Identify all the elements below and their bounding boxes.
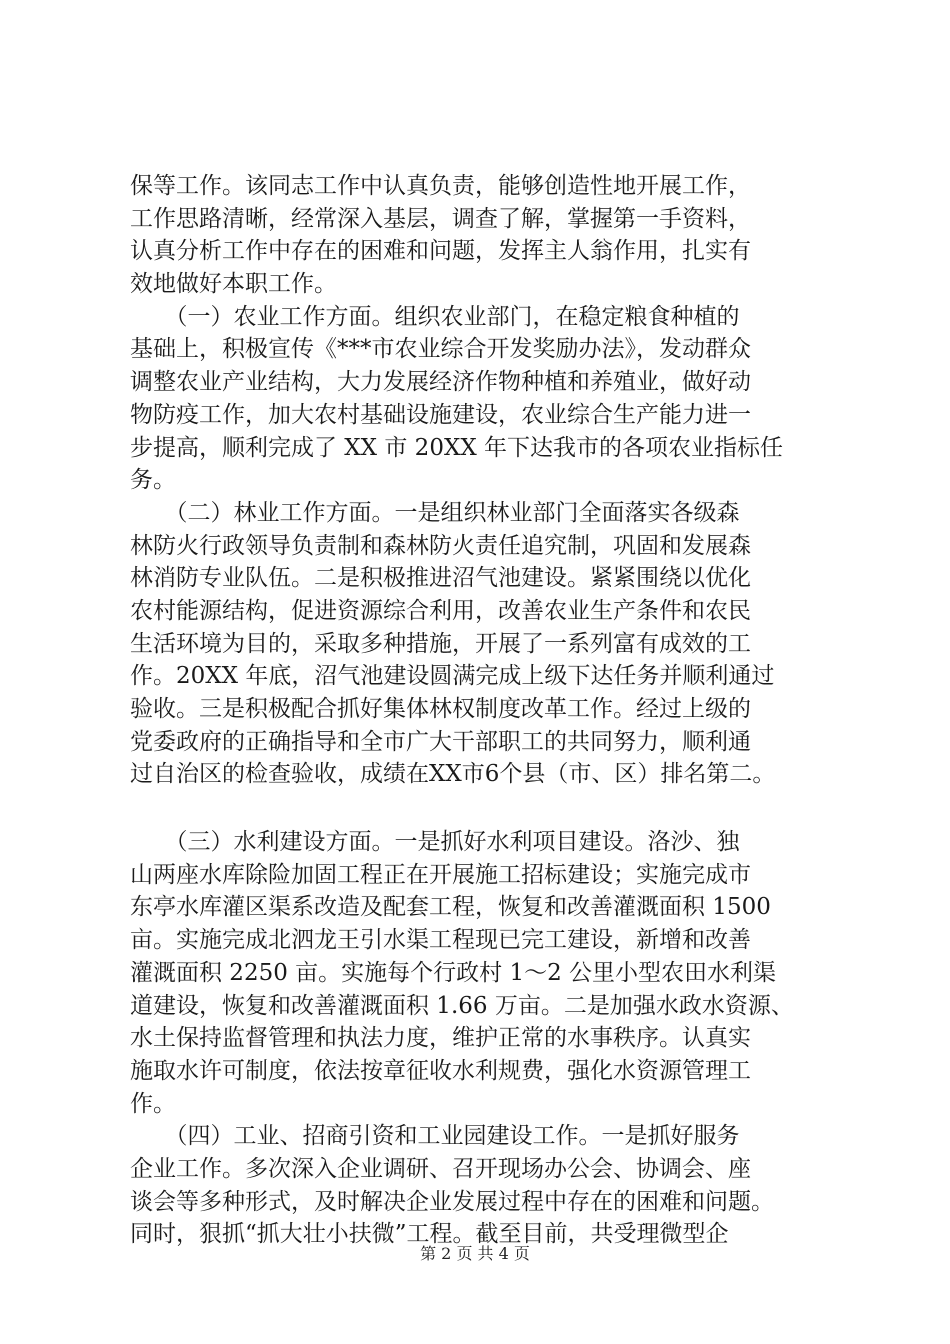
text-line: 验收。三是积极配合抓好集体林权制度改革工作。经过上级的 xyxy=(130,696,751,722)
text-line: 生活环境为目的，采取多种措施，开展了一系列富有成效的工 xyxy=(130,630,751,657)
paragraph-water: （三）水利建设方面。一是抓好水利项目建设。洛沙、独 xyxy=(130,829,740,856)
text-line: 林消防专业队伍。二是积极推进沼气池建设。紧紧围绕以优化 xyxy=(130,565,751,592)
paragraph-agriculture: （一）农业工作方面。组织农业部门，在稳定粮食种植的 xyxy=(130,303,740,330)
text-line: 党委政府的正确指导和全市广大干部职工的共同努力，顺利通 xyxy=(130,728,751,755)
text-line: 企业工作。多次深入企业调研、召开现场办公会、协调会、座 xyxy=(130,1155,751,1182)
document-body xyxy=(130,170,830,1251)
text-line: 认真分析工作中存在的困难和问题，发挥主人翁作用，扎实有 xyxy=(130,238,751,265)
text-line: 亩。实施完成北泗龙王引水渠工程现已完工建设，新增和改善 xyxy=(130,927,751,954)
text-line: 农村能源结构，促进资源综合利用，改善农业生产条件和农民 xyxy=(130,597,751,624)
text-line: 灌溉面积 2250 亩。实施每个行政村 1～2 公里小型农田水利渠 xyxy=(130,959,777,986)
text-line: 山两座水库除险加固工程正在开展施工招标建设；实施完成市 xyxy=(130,861,751,888)
blank-line xyxy=(130,791,830,826)
text-line: 工作思路清晰，经常深入基层，调查了解，掌握第一手资料， xyxy=(130,205,751,232)
paragraph-industry: （四）工业、招商引资和工业园建设工作。一是抓好服务 xyxy=(130,1123,740,1150)
text-line: 保等工作。该同志工作中认真负责，能够创造性地开展工作， xyxy=(130,173,751,199)
text-line: 调整农业产业结构，大力发展经济作物种植和养殖业，做好动 xyxy=(130,369,751,396)
text-line: 物防疫工作，加大农村基础设施建设，农业综合生产能力进一 xyxy=(130,401,751,428)
text-line: 作。 xyxy=(130,1090,176,1117)
text-line: 作。20XX 年底，沼气池建设圆满完成上级下达任务并顺利通过 xyxy=(130,663,775,690)
text-line: 同时，狠抓“抓大壮小扶微”工程。截至目前，共受理微型企 xyxy=(130,1221,729,1248)
text-line: 务。 xyxy=(130,467,176,494)
text-line: 过自治区的检查验收，成绩在XX市6个县（市、区）排名第二。 xyxy=(130,761,776,788)
text-line: 基础上，积极宣传《***市农业综合开发奖励办法》，发动群众 xyxy=(130,336,751,363)
text-line: 施取水许可制度，依法按章征收水利规费，强化水资源管理工 xyxy=(130,1057,751,1084)
text-line: 效地做好本职工作。 xyxy=(130,271,337,298)
text-line: 林防火行政领导负责制和森林防火责任追究制，巩固和发展森 xyxy=(130,532,751,559)
page-number: 第 2 页 共 4 页 xyxy=(420,1244,530,1263)
text-line: 水土保持监督管理和执法力度，维护正常的水事秩序。认真实 xyxy=(130,1025,751,1052)
text-line: 东亭水库灌区渠系改造及配套工程，恢复和改善灌溉面积 1500 xyxy=(130,894,771,921)
text-line: 道建设，恢复和改善灌溉面积 1.66 万亩。二是加强水政水资源、 xyxy=(130,992,794,1019)
text-line: 谈会等多种形式，及时解决企业发展过程中存在的困难和问题。 xyxy=(130,1188,774,1215)
text-line: 步提高，顺利完成了 XX 市 20XX 年下达我市的各项农业指标任 xyxy=(130,434,784,461)
page-footer xyxy=(0,1241,950,1264)
paragraph-forestry: （二）林业工作方面。一是组织林业部门全面落实各级森 xyxy=(130,499,740,526)
